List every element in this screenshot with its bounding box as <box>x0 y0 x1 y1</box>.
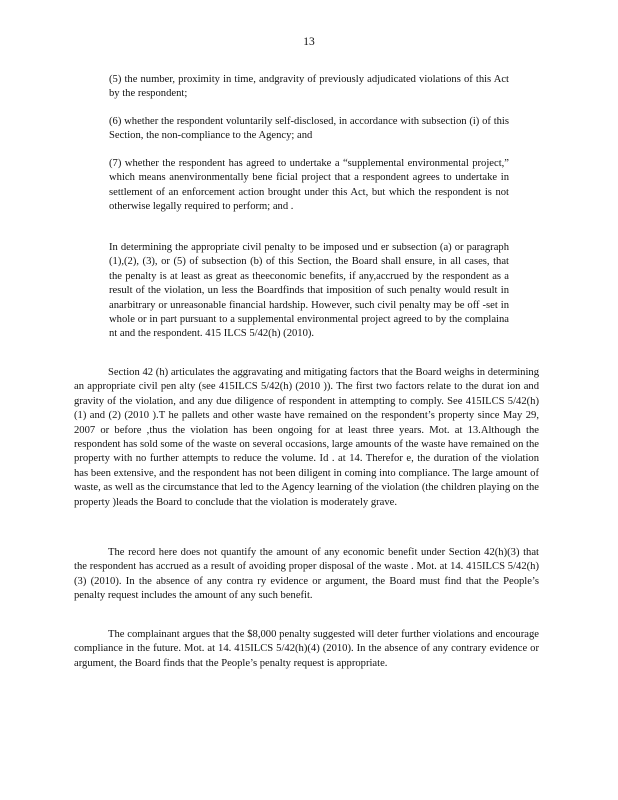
analysis-economic-benefit: The record here does not quantify the amount of any economic benefit under Section 42(h)(3) that the respondent has accrued as a result of avoiding proper disposal of the waste . Mot. at 14. 415ILCS 5/42(h)(3) (2010). In the absence of any contra ry evidence or argument, the Board must find that the People’s penalty request includes the amount of any such benefit. <box>74 547 539 602</box>
statute-item-5: (5) the number, proximity in time, andgravity of previously adjudicated violations of this Act by the respondent; <box>109 74 509 100</box>
statute-item-6: (6) whether the respondent voluntarily self-disclosed, in accordance with subsection (i) of this Section, the non-compliance to the Agency; and <box>109 116 509 142</box>
statute-item-7: (7) whether the respondent has agreed to undertake a “supplemental environmental project,” which means anenvironmentally bene ficial project that a respondent agrees to undertake in settlement of an enforcement action brought under this Act, but which the respondent is not otherwise legally required to perform; and . <box>109 158 509 213</box>
analysis-deterrence: The complainant argues that the $8,000 penalty suggested will deter further violations and encourage compliance in the future. Mot. at 14. 415ILCS 5/42(h)(4) (2010). In the absence of any contrary evidence or argument, the Board finds that the People’s penalty request is appropriate. <box>74 629 539 669</box>
analysis-duration-gravity: Section 42 (h) articulates the aggravating and mitigating factors that the Board weighs in determining an appropriate civil pen alty (see 415ILCS 5/42(h) (2010 )). The first two factors relate to the durat ion and gravity of the violation, and any due diligence of respondent in attempting to comply. See 415ILCS 5/42(h)(1) and (2) (2010 ).T he pallets and other waste have remained on the respondent’s property since May 29, 2007 or before ,thus the violation has been ongoing for at least three years. Mot. at 13.Although the respondent has sold some of the waste on several occasions, large amounts of the waste have remained on the property with no further attempts to reduce the volume. Id . at 14. Therefor e, the duration of the violation has been extensive, and the respondent has not been diligent in coming into compliance. The large amount of waste, as well as the circumstance that led to the Agency learning of the violation (the children playing on the property )leads the Board to conclude that the violation is moderately grave. <box>74 367 539 508</box>
page-number: 13 <box>303 36 315 48</box>
statute-penalty-paragraph: In determining the appropriate civil penalty to be imposed und er subsection (a) or paragraph (1),(2), (3), or (5) of subsection (b) of this Section, the Board shall ensure, in all cases, that the penalty is at least as great as theeconomic benefits, if any,accrued by the respondent as a result of the violation, un less the Boardfinds that imposition of such penalty would result in anarbitrary or unreasonable financial hardship. However, such civil penalty may be off -set in whole or in part pursuant to a supplemental environmental project agreed to by the complaina nt and the respondent. 415 ILCS 5/42(h) (2010). <box>109 242 509 340</box>
